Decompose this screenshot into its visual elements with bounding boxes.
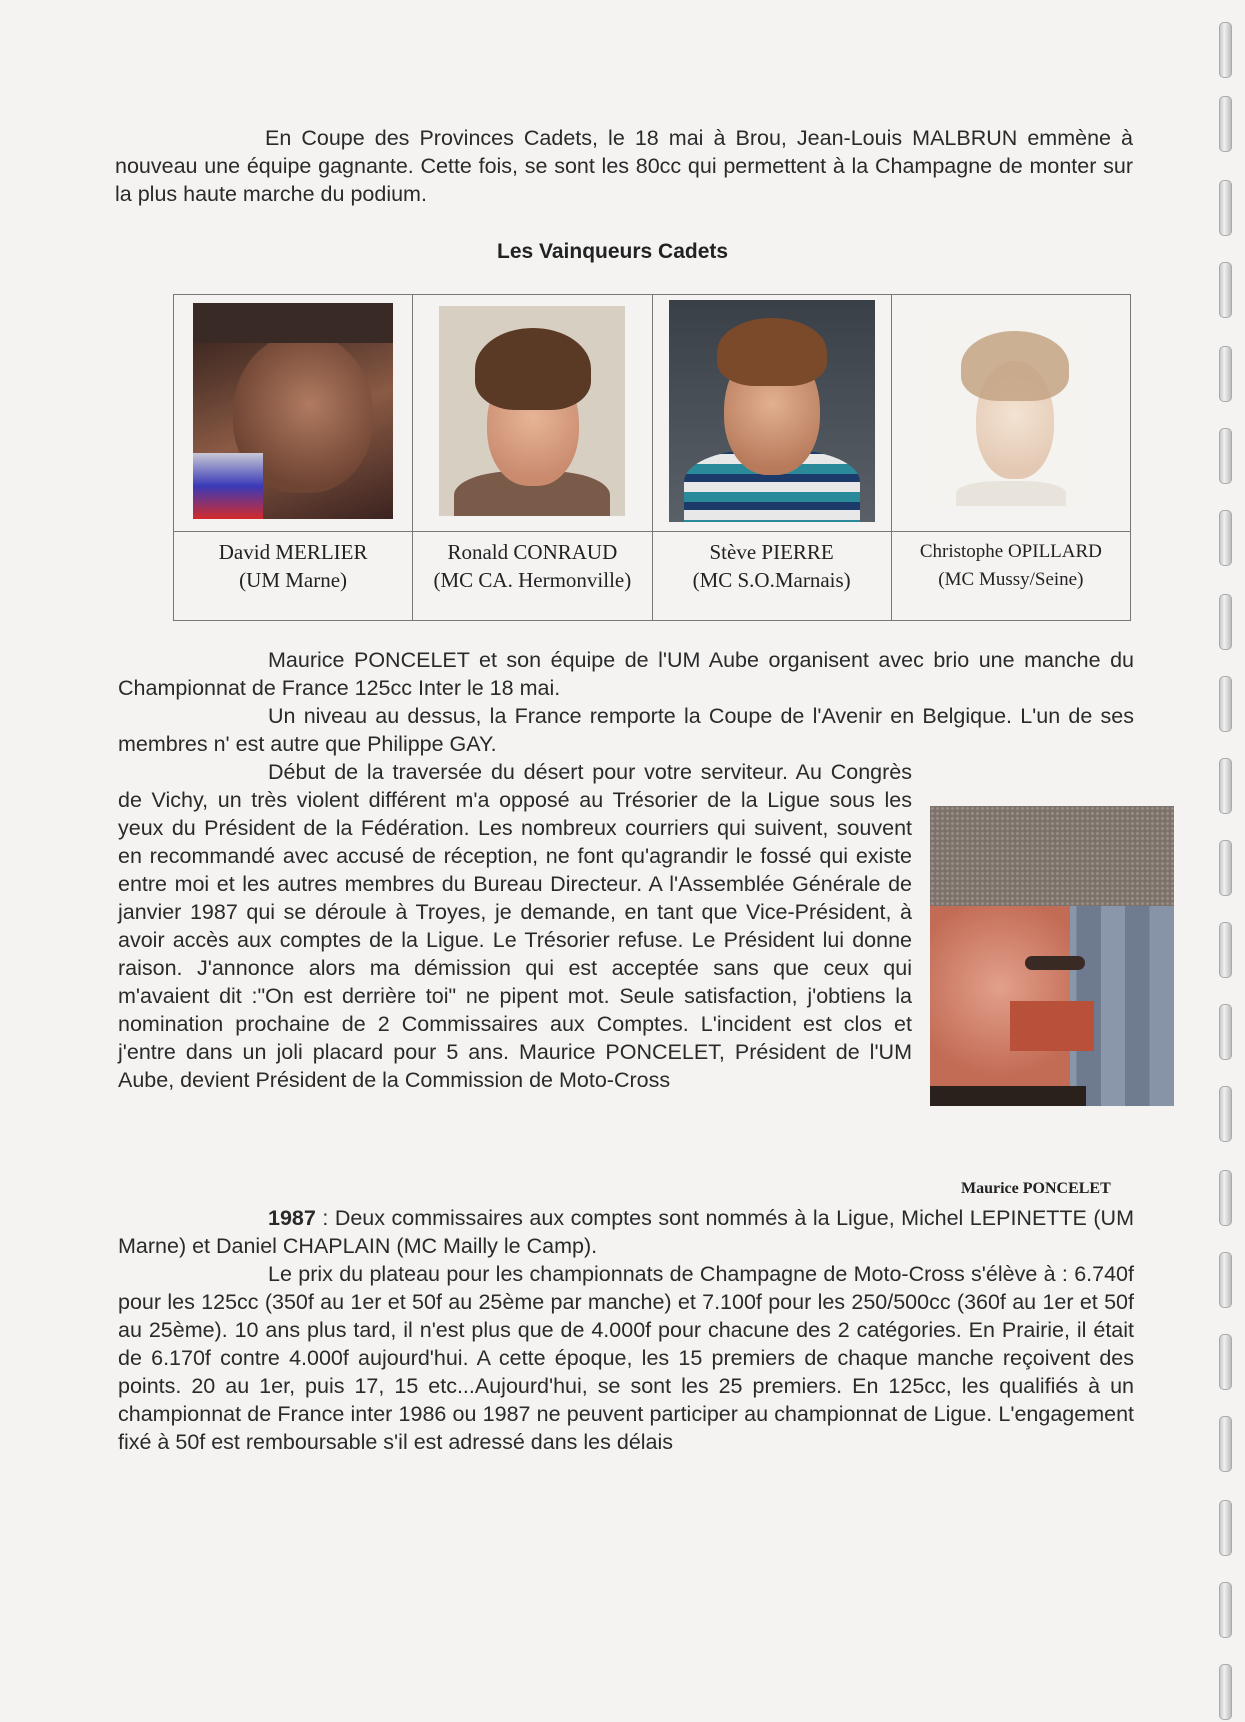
binder-hole-mark <box>1219 676 1232 732</box>
winners-table <box>173 294 1131 621</box>
binder-hole-mark <box>1219 1416 1232 1472</box>
winners-photo-row <box>174 295 1131 532</box>
winner-name-cell <box>652 532 891 621</box>
winner-photo-cell <box>652 295 891 532</box>
winner-name: Stève PIERRE <box>709 540 834 564</box>
binder-hole-mark <box>1219 1252 1232 1308</box>
winners-heading: Les Vainqueurs Cadets <box>497 240 729 263</box>
paragraph-1987 <box>118 1204 1134 1260</box>
binder-hole-mark <box>1219 1582 1232 1638</box>
boy-portrait-photo <box>439 306 625 516</box>
binder-hole-mark <box>1219 22 1232 78</box>
winner-name-cell <box>413 532 652 621</box>
winner-club: (MC S.O.Marnais) <box>692 568 851 592</box>
paragraph-coupe-avenir: Un niveau au dessus, la France remporte la Coupe de l'Avenir en Belgique. L'un de ses membres n' est autre que Philippe GAY. <box>118 704 1134 756</box>
portrait-caption: Maurice PONCELET <box>961 1180 1111 1197</box>
winner-photo-cell <box>174 295 413 532</box>
poncelet-portrait-photo <box>930 806 1174 1106</box>
winner-club: (UM Marne) <box>239 568 348 592</box>
binder-hole-mark <box>1219 1086 1232 1142</box>
binder-hole-mark <box>1219 346 1232 402</box>
binder-hole-mark <box>1219 1664 1232 1720</box>
binder-hole-mark <box>1219 262 1232 318</box>
year-1987: 1987 <box>268 1206 316 1230</box>
binder-hole-mark <box>1219 96 1232 152</box>
paragraph-traversee-desert: Début de la traversée du désert pour votre serviteur. Au Congrès de Vichy, un très violent différent m'a opposé au Trésorier de la Ligue sous les yeux du Président de la Fédération. Les nombreux courriers qui suivent, souvent en recommandé avec accusé de réception, ne font qu'agrandir le fossé qui existe entre moi et les autres membres du Bureau Directeur. A l'Assemblée Générale de janvier 1987 qui se déroule à Troyes, je demande, en tant que Vice-Président, à avoir accès aux comptes de la Ligue. Le Trésorier refuse. Le Président lui donne raison. J'annonce alors ma démission qui est acceptée sans que ceux qui m'avaient dit :"On est derrière toi" ne pipent mot. Seule satisfaction, j'obtiens la nomination prochaine de 2 Commissaires aux Comptes. L'incident est clos et j'entre dans un joli placard pour 5 ans. Maurice PONCELET, Président de l'UM Aube, devient Président de la Commission de Moto-Cross <box>118 760 912 1092</box>
paragraph-prix-plateau: Le prix du plateau pour les championnats de Champagne de Moto-Cross s'élève à : 6.740f pour les 125cc (350f au 1er et 50f au 25ème par manche) et 7.100f pour les 250/500cc (360f au 1er et 50f au 25ème). 10 ans plus tard, il n'est plus que de 4.000f pour chacune des 2 catégories. En Prairie, il était de 6.170f contre 4.000f aujourd'hui. A cette époque, les 15 premiers de chaque manche reçoivent des points. 20 au 1er, puis 17, 15 etc...Aujourd'hui, se sont les 25 premiers. En 125cc, les qualifiés à un championnat de France inter 1986 ou 1987 ne peuvent participer au championnat de Ligue. L'engagement fixé à 50f est remboursable s'il est adressé dans les délais <box>118 1262 1134 1454</box>
binder-hole-mark <box>1219 1500 1232 1556</box>
winner-name: David MERLIER <box>218 540 368 564</box>
winner-name-cell <box>174 532 413 621</box>
intro-paragraph: En Coupe des Provinces Cadets, le 18 mai à Brou, Jean-Louis MALBRUN emmène à nouveau une équipe gagnante. Cette fois, se sont les 80cc qui permettent à la Champagne de monter sur la plus haute marche du podium. <box>115 126 1133 206</box>
binder-hole-mark <box>1219 922 1232 978</box>
boy-portrait-photo <box>669 300 875 522</box>
paragraph-poncelet-manche: Maurice PONCELET et son équipe de l'UM Aube organisent avec brio une manche du Championnat de France 125cc Inter le 18 mai. <box>118 648 1134 700</box>
winner-name: Ronald CONRAUD <box>447 540 618 564</box>
winner-club: (MC CA. Hermonville) <box>433 568 632 592</box>
winner-photo-cell <box>891 295 1130 532</box>
winner-name-cell <box>891 532 1130 621</box>
binder-hole-mark <box>1219 428 1232 484</box>
binder-hole-mark <box>1219 1004 1232 1060</box>
faded-portrait-photo <box>931 316 1091 506</box>
rider-helmet-photo <box>193 303 393 519</box>
binder-hole-mark <box>1219 1334 1232 1390</box>
binder-hole-mark <box>1219 510 1232 566</box>
winner-name: Christophe OPILLARD <box>919 541 1102 562</box>
binder-hole-mark <box>1219 758 1232 814</box>
paragraph-1987-text: : Deux commissaires aux comptes sont nommés à la Ligue, Michel LEPINETTE (UM Marne) et Daniel CHAPLAIN (MC Mailly le Camp). <box>118 1206 1134 1258</box>
binder-hole-mark <box>1219 594 1232 650</box>
binder-hole-mark <box>1219 180 1232 236</box>
binder-hole-mark <box>1219 840 1232 896</box>
binder-hole-mark <box>1219 1170 1232 1226</box>
winner-photo-cell <box>413 295 652 532</box>
winners-name-row <box>174 532 1131 621</box>
winner-club: (MC Mussy/Seine) <box>938 569 1084 590</box>
